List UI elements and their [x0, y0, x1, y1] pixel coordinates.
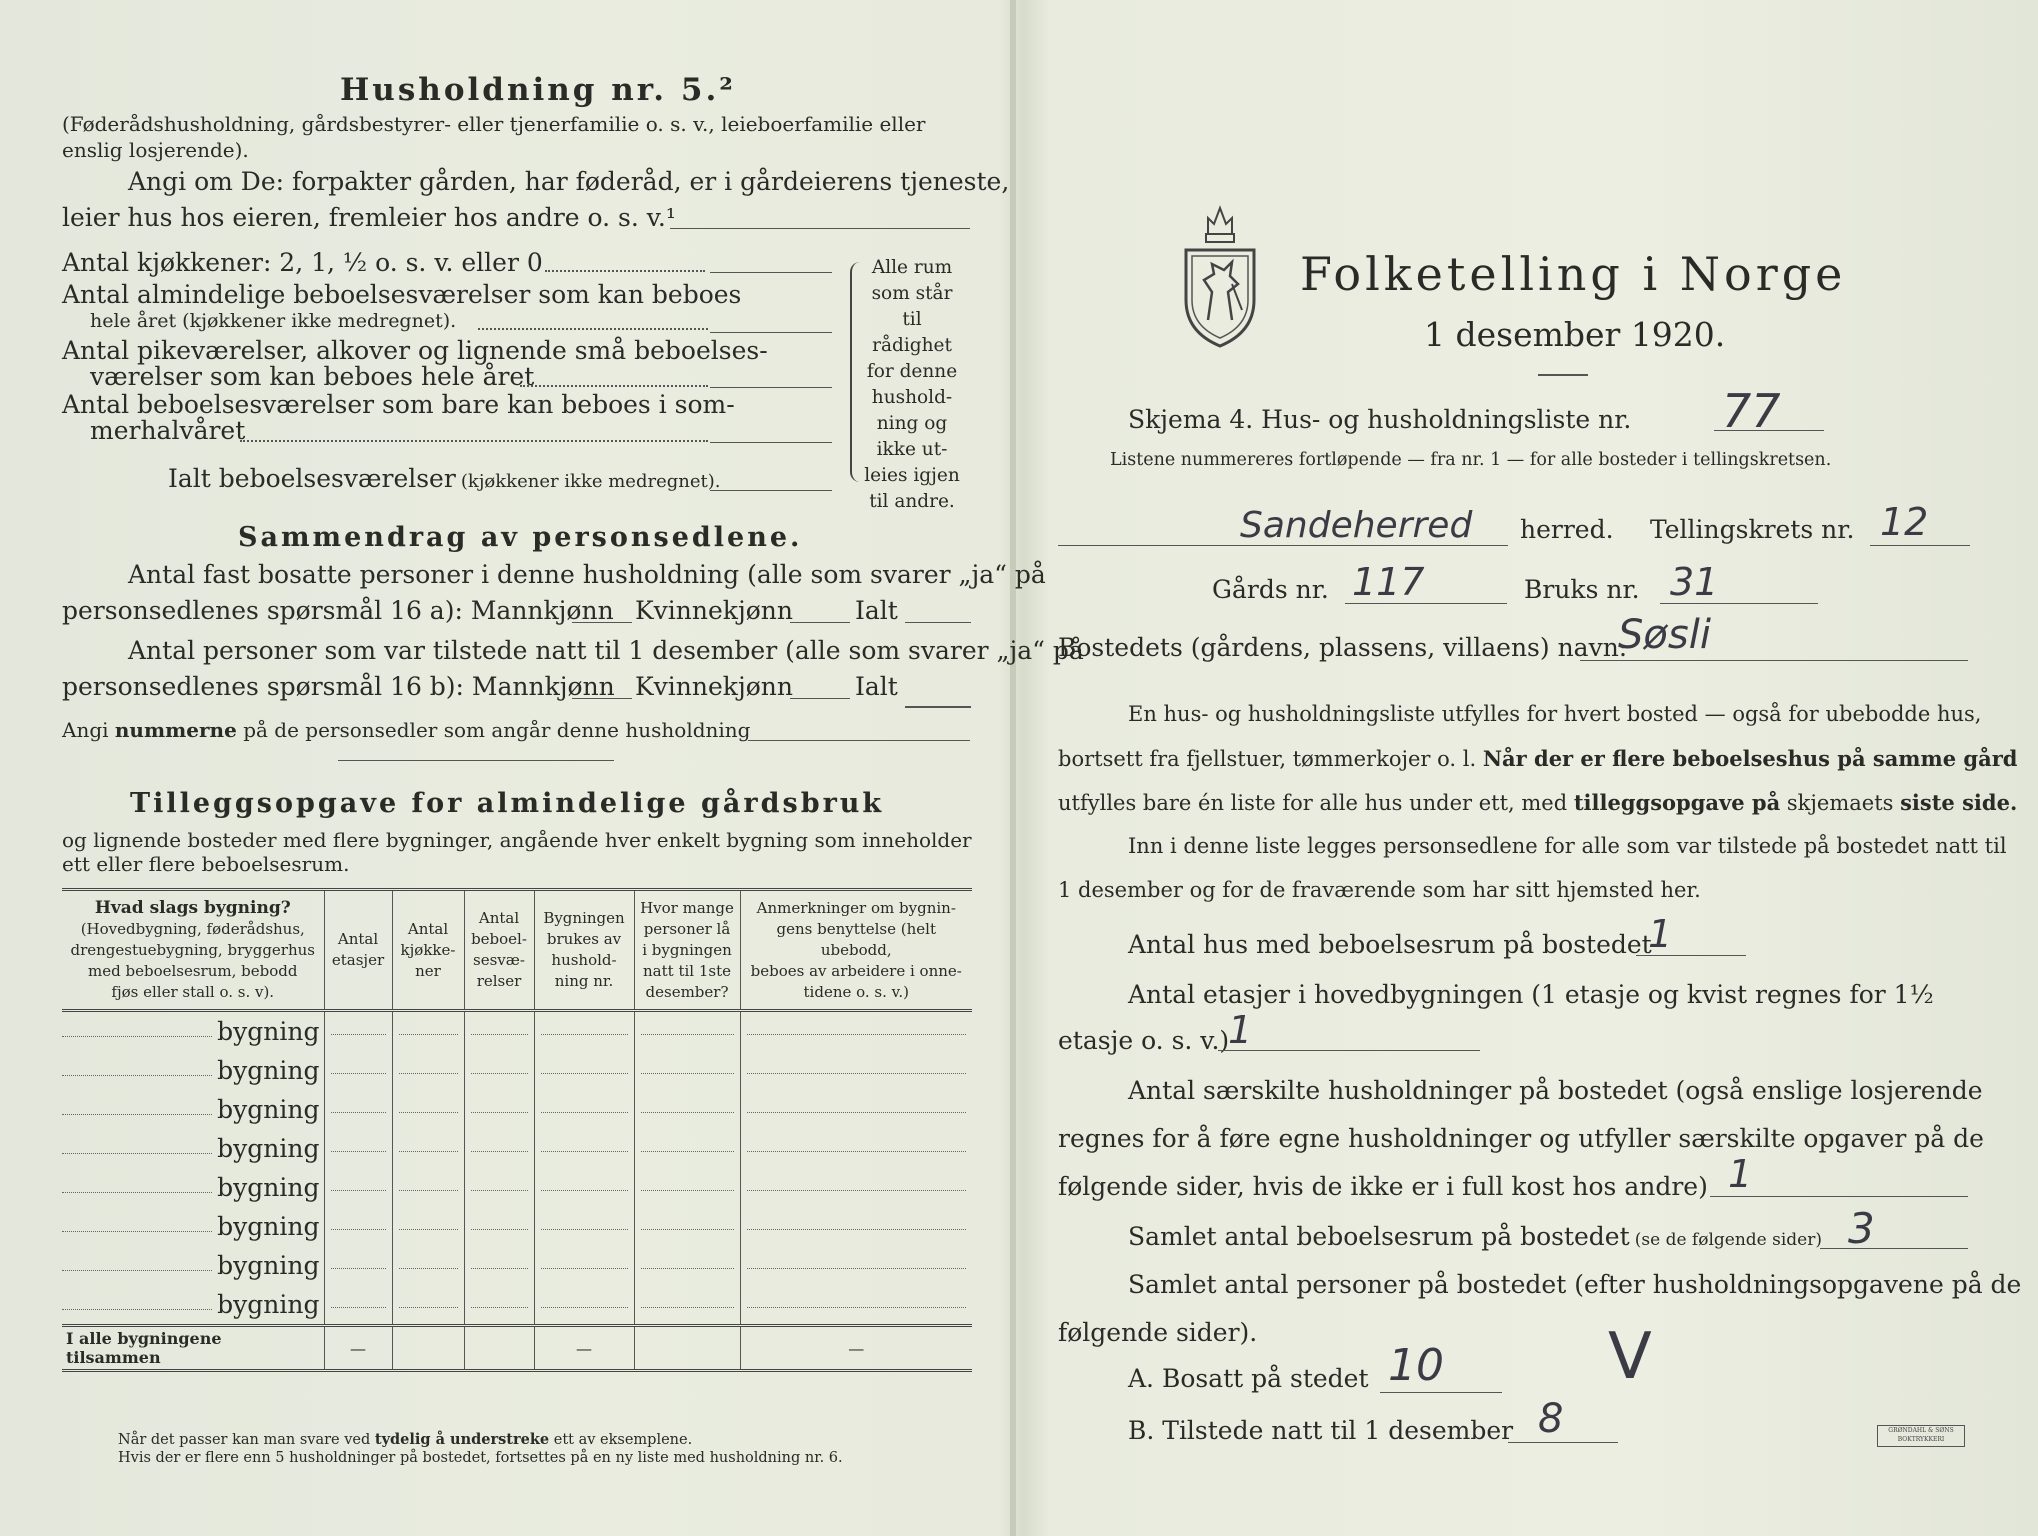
fast-total-label: Ialt — [855, 596, 898, 625]
angi-numbers-bold: nummerne — [114, 718, 237, 742]
cell-dotted-line — [399, 1190, 458, 1191]
cell-dotted-line — [399, 1151, 458, 1152]
building-cell[interactable] — [740, 1129, 972, 1168]
building-type-cell[interactable] — [62, 1285, 324, 1326]
fast-female-label: Kvinnekjønn — [635, 596, 793, 625]
col-floors-line: etasjer — [331, 951, 385, 969]
antal-hus-line — [1636, 955, 1746, 956]
tilstede-value[interactable]: 8 — [1538, 1396, 1564, 1442]
building-cell[interactable] — [634, 1246, 740, 1285]
supplement-title: Tilleggsopgave for almindelige gårdsbruk — [130, 788, 885, 819]
building-row-label: bygning — [217, 1290, 320, 1319]
instruction-part: utfylles bare én liste for alle hus under ett, med — [1058, 791, 1568, 815]
kitchens-label: Antal kjøkkener: 2, 1, ½ o. s. v. eller 0 — [62, 248, 543, 277]
intro-line-2: enslig losjerende). — [62, 138, 249, 162]
cell-dotted-line — [747, 1112, 967, 1113]
cell-dotted-line — [541, 1190, 628, 1191]
cell-dotted-line — [641, 1112, 734, 1113]
col-kitchens-line: kjøkke- — [400, 940, 456, 959]
brace-note-line: hushold- — [871, 387, 953, 408]
col-rooms-line: sesvæ- — [473, 951, 525, 969]
building-type-line — [62, 1192, 212, 1193]
col-kitchens — [392, 890, 464, 1011]
brace-note-line: ikke ut- — [876, 439, 948, 460]
samlet-rum-note: (se de følgende sider) — [1634, 1230, 1822, 1250]
angi-numbers-answer[interactable] — [748, 740, 970, 741]
cell-dotted-line — [331, 1034, 386, 1035]
cell-dotted-line — [747, 1229, 967, 1230]
cell-dotted-line — [747, 1151, 967, 1152]
col-remarks-line: beboes av arbeidere i onne- — [750, 961, 962, 980]
cell-dotted-line — [331, 1229, 386, 1230]
col-remarks-line: Anmerkninger om bygnin- — [756, 898, 956, 917]
summer-rooms-answer[interactable] — [710, 442, 832, 443]
cell-dotted-line — [641, 1307, 734, 1308]
herred-value[interactable]: Sandeherred — [1240, 505, 1473, 546]
building-type-cell[interactable] — [62, 1246, 324, 1285]
table-header-row — [62, 890, 972, 1011]
col-persons — [634, 890, 740, 1011]
building-cell[interactable] — [392, 1011, 464, 1052]
table-row — [62, 1285, 972, 1326]
cell-dotted-line — [331, 1268, 386, 1269]
table-row — [62, 1051, 972, 1090]
tilstede-label: B. Tilstede natt til 1 desember — [1128, 1416, 1514, 1445]
building-cell[interactable] — [464, 1207, 534, 1246]
col-persons-line: natt til 1ste — [643, 961, 731, 980]
cell-dotted-line — [747, 1073, 967, 1074]
herred-label: herred. — [1520, 515, 1614, 544]
supplement-line-2: ett eller flere beboelsesrum. — [62, 852, 350, 876]
building-cell[interactable] — [534, 1011, 634, 1052]
schema-number-line — [1714, 430, 1824, 431]
building-cell[interactable] — [392, 1246, 464, 1285]
building-type-line — [62, 1231, 212, 1232]
printer-stamp: GRØNDAHL & SØNS BOKTRYKKERI — [1877, 1425, 1965, 1447]
building-row-label: bygning — [217, 1212, 320, 1241]
instruction-bold: Når der er flere beboelseshus på samme gård — [1482, 746, 2018, 771]
schema-label: Skjema 4. Hus- og husholdningsliste nr. — [1128, 405, 1632, 434]
building-type-cell[interactable] — [62, 1207, 324, 1246]
building-cell[interactable] — [392, 1168, 464, 1207]
cell-dotted-line — [641, 1268, 734, 1269]
brace-note-line: rådighet — [872, 335, 952, 356]
summary-present-line-2: personsedlenes spørsmål 16 b): Mannkjønn — [62, 672, 615, 701]
col-building-type-note: drengestuebygning, bryggerhus — [70, 940, 315, 959]
cell-dotted-line — [541, 1268, 628, 1269]
col-building-type-note: fjøs eller stall o. s. v). — [111, 982, 275, 1001]
col-household-line: hushold- — [551, 951, 617, 969]
buildings-table — [62, 888, 972, 1372]
building-cell[interactable] — [740, 1246, 972, 1285]
building-type-cell[interactable] — [62, 1168, 324, 1207]
tellingskrets-line — [1870, 545, 1970, 546]
cell-dotted-line — [399, 1034, 458, 1035]
gards-line — [1345, 603, 1507, 604]
check-mark: V — [1608, 1320, 1652, 1394]
building-cell[interactable] — [740, 1051, 972, 1090]
col-rooms-line: relser — [476, 972, 522, 990]
saerskilte-line — [1710, 1196, 1968, 1197]
cell-dotted-line — [541, 1034, 628, 1035]
building-cell[interactable] — [740, 1168, 972, 1207]
antal-hus-value[interactable]: 1 — [1648, 912, 1673, 956]
table-row — [62, 1168, 972, 1207]
cell-dotted-line — [747, 1190, 967, 1191]
cell-dotted-line — [331, 1151, 386, 1152]
samlet-rum-label: Samlet antal beboelsesrum på bostedet — [1128, 1222, 1630, 1251]
col-rooms — [464, 890, 534, 1011]
cell-dotted-line — [541, 1073, 628, 1074]
building-cell[interactable] — [464, 1168, 534, 1207]
samlet-rum-value[interactable]: 3 — [1848, 1204, 1875, 1253]
building-cell[interactable] — [324, 1285, 392, 1326]
total-rooms-note: (kjøkkener ikke medregnet). — [460, 471, 721, 492]
building-type-cell[interactable] — [62, 1090, 324, 1129]
cell-dotted-line — [541, 1229, 628, 1230]
intro-line-1: (Føderådshusholdning, gårdsbestyrer- eller tjenerfamilie o. s. v., leieboerfamilie eller — [62, 112, 926, 136]
samlet-rum-row — [1128, 1222, 1822, 1251]
col-building-type-note: med beboelsesrum, bebodd — [88, 961, 298, 980]
building-cell[interactable] — [392, 1090, 464, 1129]
col-remarks-line: tidene o. s. v.) — [803, 982, 909, 1001]
building-cell[interactable] — [634, 1011, 740, 1052]
numbering-note: Listene nummereres fortløpende — fra nr. 1 — for alle bosteder i tellingskretsen. — [1110, 450, 1832, 470]
bosatt-value[interactable]: 10 — [1388, 1340, 1444, 1391]
col-floors — [324, 890, 392, 1011]
etasjer-line — [1218, 1050, 1480, 1051]
table-row — [62, 1011, 972, 1052]
total-rooms-answer[interactable] — [710, 490, 832, 491]
building-cell[interactable] — [392, 1051, 464, 1090]
instruction-line-3 — [1058, 790, 2017, 815]
brace-note-line: Alle rum — [871, 257, 953, 278]
cell-dotted-line — [331, 1190, 386, 1191]
table-sum-row — [62, 1326, 972, 1371]
building-row-label: bygning — [217, 1134, 320, 1163]
cell-dotted-line — [641, 1073, 734, 1074]
building-cell[interactable] — [464, 1246, 534, 1285]
building-cell[interactable] — [324, 1246, 392, 1285]
etasjer-value[interactable]: 1 — [1228, 1008, 1253, 1052]
col-kitchens-line: Antal — [407, 919, 449, 938]
brace-note-line: til andre. — [869, 491, 955, 512]
building-type-line — [62, 1114, 212, 1115]
ordinary-rooms-answer[interactable] — [710, 332, 832, 333]
table-row — [62, 1207, 972, 1246]
col-building-type-title: Hvad slags bygning? — [94, 897, 291, 918]
cell-dotted-line — [331, 1073, 386, 1074]
bosatt-label: A. Bosatt på stedet — [1128, 1364, 1369, 1393]
tellingskrets-value[interactable]: 12 — [1880, 500, 1929, 544]
building-cell[interactable] — [534, 1090, 634, 1129]
col-household-nr — [534, 890, 634, 1011]
gards-label: Gårds nr. — [1212, 575, 1329, 604]
schema-number-value[interactable]: 77 — [1722, 384, 1781, 438]
building-cell[interactable] — [324, 1051, 392, 1090]
building-type-line — [62, 1036, 212, 1037]
brace-note-line: som står til — [871, 283, 953, 330]
cell-dotted-line — [399, 1073, 458, 1074]
cell-dotted-line — [331, 1112, 386, 1113]
sum-kitchens[interactable] — [392, 1326, 464, 1371]
brace-note — [862, 255, 962, 515]
building-cell[interactable] — [534, 1129, 634, 1168]
building-cell[interactable] — [634, 1051, 740, 1090]
cell-dotted-line — [471, 1229, 528, 1230]
building-type-line — [62, 1153, 212, 1154]
total-rooms-label: Ialt beboelsesværelser — [168, 464, 456, 493]
maids-rooms-label-2: værelser som kan beboes hele året — [90, 362, 535, 391]
cell-dotted-line — [331, 1307, 386, 1308]
cell-dotted-line — [399, 1229, 458, 1230]
building-cell[interactable] — [464, 1090, 534, 1129]
building-cell[interactable] — [634, 1168, 740, 1207]
angi-numbers-prefix: Angi — [62, 718, 109, 742]
building-cell[interactable] — [392, 1285, 464, 1326]
building-cell[interactable] — [740, 1207, 972, 1246]
instruction-line-5: 1 desember og for de fraværende som har sitt hjemsted her. — [1058, 878, 1701, 902]
col-household-line: ning nr. — [554, 972, 614, 990]
building-type-line — [62, 1075, 212, 1076]
sum-rooms[interactable] — [464, 1326, 534, 1371]
cell-dotted-line — [747, 1307, 967, 1308]
building-cell[interactable] — [534, 1051, 634, 1090]
footnote-pre: Når det passer kan man svare ved — [118, 1432, 371, 1448]
present-female-label: Kvinnekjønn — [635, 672, 793, 701]
coat-of-arms-icon — [1178, 200, 1262, 350]
cell-dotted-line — [471, 1151, 528, 1152]
col-kitchens-line: ner — [415, 961, 441, 980]
census-title: Folketelling i Norge — [1300, 247, 1847, 301]
cell-dotted-line — [471, 1190, 528, 1191]
col-building-type — [62, 890, 324, 1011]
etasjer-line-1: Antal etasjer i hovedbygningen (1 etasje og kvist regnes for 1½ — [1128, 980, 1934, 1009]
present-total-answer[interactable] — [905, 706, 971, 708]
tilstede-line — [1508, 1442, 1618, 1443]
building-row-label: bygning — [217, 1056, 320, 1085]
angi-answer-line[interactable] — [670, 228, 970, 229]
building-cell[interactable] — [534, 1168, 634, 1207]
table-row — [62, 1246, 972, 1285]
building-type-line — [62, 1270, 212, 1271]
cell-dotted-line — [747, 1268, 967, 1269]
sum-remarks: — — [740, 1326, 972, 1371]
building-cell[interactable] — [324, 1011, 392, 1052]
col-household-line: brukes av — [546, 930, 622, 948]
instruction-line-4: Inn i denne liste legges personsedlene for alle som var tilstede på bostedet natt til — [1128, 834, 2007, 858]
fast-female-answer[interactable] — [790, 622, 850, 623]
maids-dots — [520, 385, 708, 387]
building-cell[interactable] — [634, 1207, 740, 1246]
cell-dotted-line — [641, 1190, 734, 1191]
herred-line — [1058, 545, 1508, 546]
summary-fast-line-1: Antal fast bosatte personer i denne husholdning (alle som svarer „ja“ på — [128, 560, 1046, 589]
building-row-label: bygning — [217, 1017, 320, 1046]
ordinary-dots — [478, 328, 708, 330]
summer-rooms-label-1: Antal beboelsesværelser som bare kan beboes i som- — [62, 390, 735, 419]
summary-present-line-1: Antal personer som var tilstede natt til 1 desember (alle som svarer „ja“ på — [128, 636, 1084, 665]
building-cell[interactable] — [324, 1168, 392, 1207]
col-persons-line: personer lå — [643, 919, 731, 938]
building-cell[interactable] — [392, 1129, 464, 1168]
bosted-label: Bostedets (gårdens, plassens, villaens) navn: — [1058, 633, 1628, 662]
col-rooms-line: Antal — [478, 909, 520, 927]
total-rooms-row — [168, 464, 720, 493]
tellingskrets-label: Tellingskrets nr. — [1650, 515, 1855, 544]
cell-dotted-line — [641, 1151, 734, 1152]
saerskilte-line-1: Antal særskilte husholdninger på bostedet (også enslige losjerende — [1128, 1076, 1983, 1105]
col-remarks — [740, 890, 972, 1011]
building-cell[interactable] — [464, 1011, 534, 1052]
cell-dotted-line — [471, 1034, 528, 1035]
summer-rooms-label-2: merhalvåret — [90, 416, 246, 445]
present-total-label: Ialt — [855, 672, 898, 701]
building-row-label: bygning — [217, 1095, 320, 1124]
building-cell[interactable] — [324, 1207, 392, 1246]
building-row-label: bygning — [217, 1251, 320, 1280]
brace-note-line: ning og — [876, 413, 948, 434]
building-row-label: bygning — [217, 1173, 320, 1202]
cell-dotted-line — [541, 1151, 628, 1152]
table-row — [62, 1129, 972, 1168]
building-cell[interactable] — [464, 1129, 534, 1168]
household-title: Husholdning nr. 5.² — [340, 72, 736, 108]
building-cell[interactable] — [534, 1207, 634, 1246]
col-rooms-line: beboel- — [471, 930, 527, 948]
table-row — [62, 1090, 972, 1129]
cell-dotted-line — [399, 1307, 458, 1308]
col-persons-line: Hvor mange — [640, 898, 734, 917]
instruction-bold: siste side. — [1900, 790, 2018, 815]
col-household-line: Bygningen — [543, 909, 625, 927]
saerskilte-line-2: regnes for å føre egne husholdninger og utfyller særskilte opgaver på de — [1058, 1124, 1984, 1153]
angi-line-1: Angi om De: forpakter gården, har føderåd, er i gårdeierens tjeneste, — [128, 167, 1010, 196]
cell-dotted-line — [471, 1268, 528, 1269]
maids-rooms-answer[interactable] — [710, 387, 832, 388]
building-type-cell[interactable] — [62, 1129, 324, 1168]
cell-dotted-line — [471, 1112, 528, 1113]
cell-dotted-line — [541, 1307, 628, 1308]
cell-dotted-line — [471, 1073, 528, 1074]
col-floors-line: Antal — [337, 930, 379, 948]
summary-title: Sammendrag av personsedlene. — [238, 522, 803, 553]
instruction-line-1: En hus- og husholdningsliste utfylles for hvert bosted — også for ubebodde hus, — [1128, 702, 1982, 726]
summary-divider — [338, 760, 614, 761]
sum-persons[interactable] — [634, 1326, 740, 1371]
antal-hus-label: Antal hus med beboelsesrum på bostedet — [1128, 930, 1652, 959]
fast-total-answer[interactable] — [905, 622, 971, 623]
cell-dotted-line — [747, 1034, 967, 1035]
building-cell[interactable] — [740, 1011, 972, 1052]
cell-dotted-line — [399, 1112, 458, 1113]
col-building-type-note: (Hovedbygning, føderådshus, — [80, 919, 305, 938]
building-cell[interactable] — [534, 1285, 634, 1326]
building-cell[interactable] — [740, 1285, 972, 1326]
instruction-part: bortsett fra fjellstuer, tømmerkojer o. l. — [1058, 747, 1477, 771]
bruks-label: Bruks nr. — [1524, 575, 1640, 604]
kitchens-answer[interactable] — [710, 272, 832, 273]
saerskilte-value[interactable]: 1 — [1728, 1152, 1753, 1196]
etasjer-line-2: etasje o. s. v.) — [1058, 1026, 1230, 1055]
sum-floors: — — [324, 1326, 392, 1371]
maids-rooms-label-1: Antal pikeværelser, alkover og lignende små beboelses- — [62, 336, 768, 365]
building-cell[interactable] — [634, 1090, 740, 1129]
building-cell[interactable] — [464, 1285, 534, 1326]
samlet-rum-line — [1820, 1248, 1968, 1249]
bosted-value[interactable]: Søsli — [1618, 612, 1711, 658]
sum-label: I alle bygningene tilsammen — [62, 1326, 324, 1371]
title-rule — [1538, 374, 1588, 376]
angi-numbers-rest: på de personsedler som angår denne husholdning — [243, 718, 751, 742]
building-cell[interactable] — [534, 1246, 634, 1285]
footnote-post: ett av eksemplene. — [553, 1432, 693, 1448]
instruction-bold: tilleggsopgave på — [1573, 790, 1781, 815]
samlet-personer-line-1: Samlet antal personer på bostedet (efter husholdningsopgavene på de — [1128, 1270, 2022, 1299]
summer-dots — [240, 440, 708, 442]
col-persons-line: i bygningen — [642, 940, 732, 959]
cell-dotted-line — [641, 1034, 734, 1035]
cell-dotted-line — [541, 1112, 628, 1113]
col-remarks-line: gens benyttelse (helt ubebodd, — [776, 919, 936, 959]
building-cell[interactable] — [324, 1090, 392, 1129]
samlet-personer-line-2: følgende sider). — [1058, 1318, 1258, 1347]
footnote-bold: tydelig å understreke — [374, 1431, 550, 1448]
building-cell[interactable] — [634, 1129, 740, 1168]
angi-line-2: leier hus hos eieren, fremleier hos andre o. s. v.¹ — [62, 203, 676, 232]
footnote-line-1 — [118, 1430, 692, 1450]
present-male-answer[interactable] — [572, 698, 632, 699]
building-cell[interactable] — [740, 1090, 972, 1129]
building-cell[interactable] — [324, 1129, 392, 1168]
instruction-line-2 — [1058, 746, 2017, 771]
census-date: 1 desember 1920. — [1424, 315, 1726, 354]
building-cell[interactable] — [392, 1207, 464, 1246]
bosted-line — [1580, 660, 1968, 661]
angi-numbers-line — [62, 718, 750, 742]
bruks-line — [1660, 603, 1818, 604]
instruction-part: skjemaets — [1786, 791, 1894, 815]
col-persons-line: desember? — [645, 982, 729, 1001]
ordinary-rooms-label-1: Antal almindelige beboelsesværelser som kan beboes — [62, 280, 742, 309]
saerskilte-line-3: følgende sider, hvis de ikke er i full kost hos andre) — [1058, 1172, 1708, 1201]
cell-dotted-line — [641, 1229, 734, 1230]
bruks-value[interactable]: 31 — [1670, 560, 1719, 604]
brace-note-line: leies igjen — [864, 465, 960, 486]
building-type-cell[interactable] — [62, 1051, 324, 1090]
bosatt-line — [1380, 1392, 1502, 1393]
building-type-cell[interactable] — [62, 1011, 324, 1052]
summary-fast-line-2: personsedlenes spørsmål 16 a): Mannkjønn — [62, 596, 614, 625]
building-type-line — [62, 1309, 212, 1310]
cell-dotted-line — [399, 1268, 458, 1269]
footnote-line-2: Hvis der er flere enn 5 husholdninger på bostedet, fortsettes på en ny liste med husholdning nr. 6. — [118, 1450, 843, 1466]
fast-male-answer[interactable] — [572, 622, 632, 623]
kitchens-dots — [545, 270, 705, 272]
ordinary-rooms-label-2: hele året (kjøkkener ikke medregnet). — [90, 310, 457, 332]
present-female-answer[interactable] — [790, 698, 850, 699]
gards-value[interactable]: 117 — [1352, 560, 1425, 604]
building-cell[interactable] — [464, 1051, 534, 1090]
building-cell[interactable] — [634, 1285, 740, 1326]
brace-note-line: for denne — [866, 361, 958, 382]
supplement-line-1: og lignende bosteder med flere bygninger, angående hver enkelt bygning som inneholder — [62, 828, 972, 852]
sum-household: — — [534, 1326, 634, 1371]
cell-dotted-line — [471, 1307, 528, 1308]
